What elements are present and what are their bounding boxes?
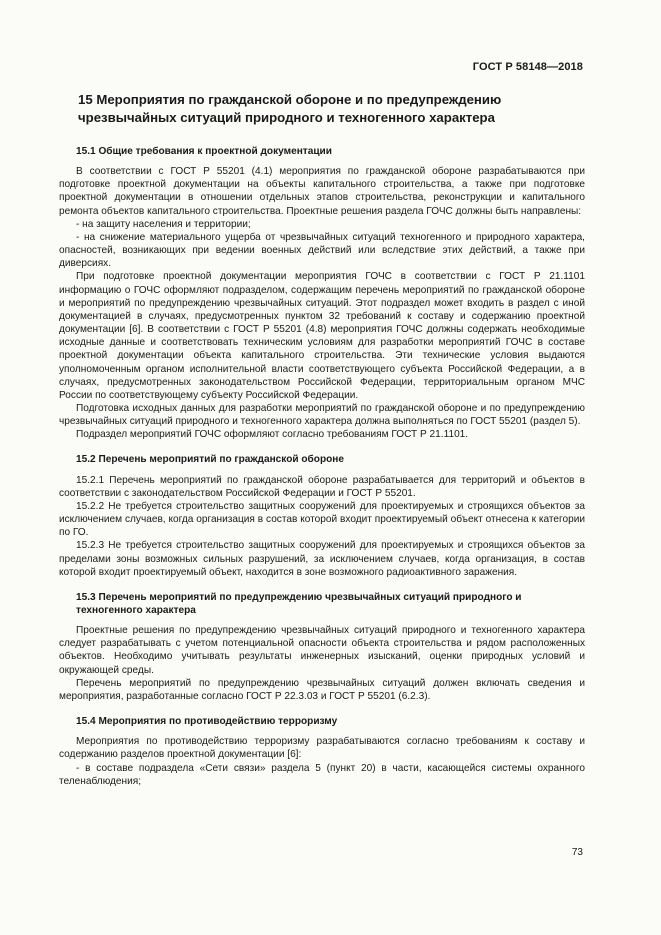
- paragraph: 15.2.1 Перечень мероприятий по гражданской обороне разрабатывается для территорий и объектов в соответствии с законодательством Российской Федерации и ГОСТ Р 55201.: [59, 474, 585, 499]
- paragraph: 15.2.3 Не требуется строительство защитных сооружений для проектируемых и строящихся объектов за пределами зоны возможных сильных разрушений, за исключением случаев, когда организация, в состав которой входит проектируемый объект, находится в зоне возможного радиоактивного заражения.: [59, 540, 585, 578]
- list-item: - в составе подраздела «Сети связи» раздела 5 (пункт 20) в части, касающейся системы охранного теленаблюдения;: [59, 762, 585, 787]
- list-item: - на защиту населения и территории;: [76, 218, 251, 230]
- paragraph: 15.2.2 Не требуется строительство защитных сооружений для проектируемых и строящихся объектов за исключением случаев, когда организация в состав которой входит проектируемый объект отнесена к категории по ГО.: [59, 500, 585, 539]
- section-title: 15.2 Перечень мероприятий по гражданской обороне: [76, 454, 344, 466]
- paragraph: Проектные решения по предупреждению чрезвычайных ситуаций природного и техногенного характера следует разрабатывать с учетом потенциальной опасности объекта строительства и рядом расположенных объектов. Необходимо учитывать результаты инженерных изысканий, оценки природных условий и окружающей среды.: [59, 625, 585, 676]
- chapter-title: 15 Мероприятия по гражданской обороне и по предупреждению чрезвычайных ситуаций природного и техногенного характера: [78, 92, 502, 125]
- section-title: 15.3 Перечень мероприятий по предупреждению чрезвычайных ситуаций природного и техногенного характера: [76, 591, 522, 616]
- paragraph: Перечень мероприятий по предупреждению чрезвычайных ситуаций должен включать сведения и мероприятия, разработанные согласно ГОСТ Р 22.3.03 и ГОСТ Р 55201 (6.2.3).: [59, 677, 585, 702]
- document-body: [59, 145, 585, 788]
- document-id-header: ГОСТ Р 58148—2018: [472, 61, 583, 73]
- paragraph: Подраздел мероприятий ГОЧС оформляют согласно требованиям ГОСТ Р 21.1101.: [76, 429, 469, 441]
- paragraph: Подготовка исходных данных для разработки мероприятий по гражданской обороне и по предупреждению чрезвычайных ситуаций природного и техногенного характера должна выполняться по ГОСТ 55201 (раздел 5).: [59, 402, 585, 428]
- list-item: - на снижение материального ущерба от чрезвычайных ситуаций техногенного и природного характера, опасностей, возникающих при ведении военных действий или вследствие этих действий, а также при диверсиях.: [59, 231, 585, 270]
- paragraph: Мероприятия по противодействию терроризму разрабатываются согласно требованиям к составу и содержанию разделов проектной документации [6]:: [59, 736, 585, 761]
- page-number: 73: [571, 847, 583, 858]
- paragraph: В соответствии с ГОСТ Р 55201 (4.1) мероприятия по гражданской обороне разрабатываются при подготовке проектной документации на объекты капитального строительства, а также при подготовке проектной документации в отношении отдельных этапов строительства, реконструкции и капитального ремонта объектов капитального строительства. Проектные решения раздела ГОЧС должны быть направлены:: [59, 166, 585, 217]
- paragraph: При подготовке проектной документации мероприятия ГОЧС в соответствии с ГОСТ Р 21.1101 информацию о ГОЧС оформляют подразделом, содержащим перечень мероприятий по гражданской обороне и мероприятий по предупреждению чрезвычайных ситуаций. Этот подраздел может входить в раздел с иной документацией в случаях, предусмотренных пунктом 32 требований к составу и содержанию проектной документации [6]. В соответствии с ГОСТ Р 55201 (4.8) мероприятия ГОЧС должны содержать необходимые исходные данные и соответствовать техническим условиям для разработки мероприятий ГОЧС в составе проектной документации объекта капитального строительства. Эти технические условия выдаются уполномоченным органом исполнительной власти соответствующего субъекта Российской Федерации, а в случаях, предусмотренных законодательством Российской Федерации, территориальным органом МЧС России по соответствующему субъекту Российской Федерации.: [59, 271, 585, 401]
- section-title: 15.1 Общие требования к проектной документации: [76, 146, 332, 157]
- section-title: 15.4 Мероприятия по противодействию терроризму: [76, 716, 338, 728]
